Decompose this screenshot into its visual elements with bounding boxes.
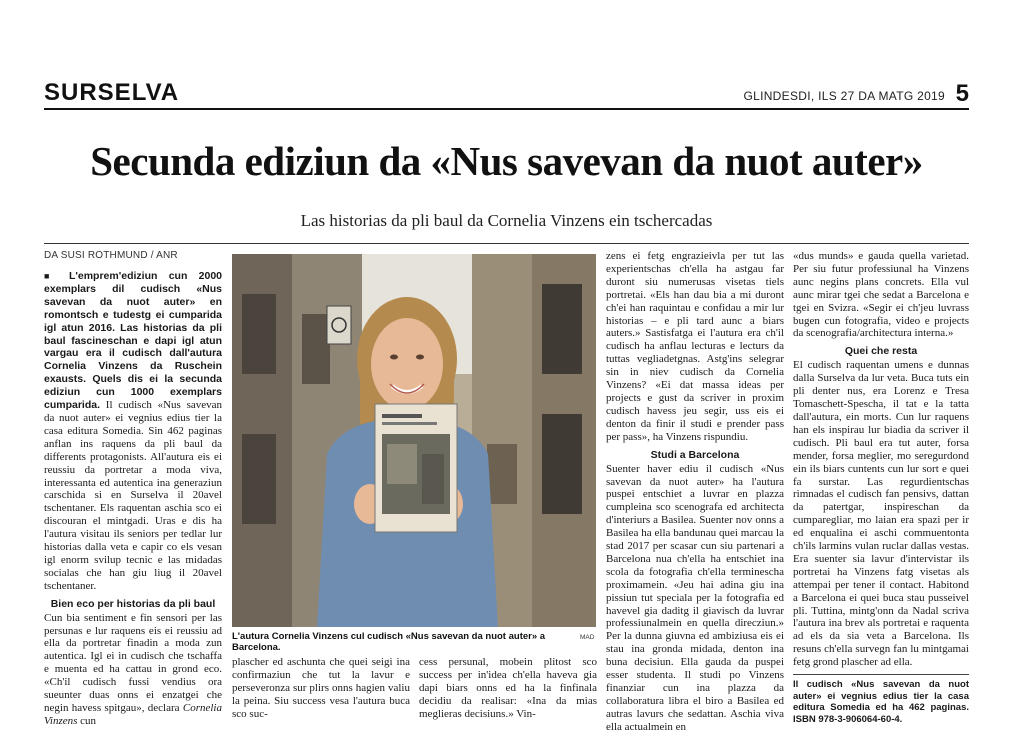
column-3 — [606, 250, 784, 734]
body-paragraph-7: «dus munds» e gauda quella varietad. Per siu futur professiunal ha Vinzens aunc negins plans concrets. Ella vul aunc mirar tgei che sedat a Barcelona e tgei en Svizra. «Segir ei ch'jeu luvrass bugen cun fotografia, video e projects da scenografia/architectura interna.» — [793, 250, 969, 340]
body-paragraph-3: plascher ed aschunta che quei seigi ina confirmaziun che tut la lavur e perseveronza sur plirs onns hagien valiu la peina. Siu success vesa l'autura buca sco suc- — [232, 656, 410, 720]
column-1 — [44, 270, 222, 730]
dateline: GLINDESDI, ILS 27 DA MATG 2019 — [743, 89, 945, 103]
photo-caption: L'autura Cornelia Vinzens cul cudisch «Nus savevan da nuot auter» a Barcelona. — [232, 631, 546, 653]
crosshead-barcelona: Studi a Barcelona — [650, 448, 740, 461]
byline-rule — [44, 243, 969, 244]
crosshead-resta: Quei che resta — [844, 345, 918, 358]
lead-marker: ■ — [44, 271, 58, 281]
page-number: 5 — [955, 80, 969, 107]
body-paragraph-8: El cudisch raquentan umens e dunnas dalla Surselva da lur veta. Buca tuts ein pli denter nus, era Lorenz e Tresa Tomaschett-Spescha, il tat e la tatta dall'autura, ein morts. Cun lur raquens han els inspirau lur biadia da scriver il cudisch. Pli baul era tut auter, forsa mender, forsa meglier, mo seregurdond ein ils biars cuntents cun lur sort e quei fa surstar. Las regurdientschas rimnadas el cudisch fan pensivs, dattan da patertgar, inspireschan da cumparegliar, mo laian era spazi per ir ed enqualina ei aschi commuentonta ch'ils larmins vulan ruclar dallas vestas. Era suenter sia lavur d'intervistar ils portretai ha Vinzens fatg visetas als attempai per tener il contact. Habitond a Barcelona ei quei buca stau pusseivel pli. Tuttina, mintg'onn da Nadal scriva l'autura ina brev als portretai e raquenta ad els da sia veta a Barcelona. Ils resuns ch'ella survegn fan lu mintgamai fetg grond plascher ad ella. — [793, 359, 969, 669]
masthead-rule — [44, 108, 969, 110]
crosshead-eco: Bien eco per historias da pli baul — [50, 597, 216, 610]
info-rule — [793, 674, 969, 675]
column-3-bottom — [419, 656, 597, 721]
byline: DA SUSI ROTHMUND / ANR — [44, 250, 178, 261]
photo-illustration — [232, 254, 596, 627]
body-paragraph-2: Cun bia sentiment e fin sensori per las persunas e lur raquens eis ei reussiu ad ella da portretar finadin a moda zun autentica. Igl ei in cudisch che tschaffa e muenta ed ha cattau in grond eco. «Ch'il cudisch fussi vendius ora sueunter duas onns ei enzatgei che negin havess spitgau», declara — [44, 611, 222, 714]
body-paragraph-1: Il cudisch «Nus savevan da nuot auter» ei vegnius edius tier la casa editura Somedia. Sin 462 paginas anflan ins raquens da pli baul da differents protagonists. All'autura eis ei reussiu da portretar a moda viva, interessanta ed autentica ina generaziun carschida si en Surselva il 20avel tschentaner. Els raquentan aschia sco ei discouran el mintgadi. Uras e dis ha l'autura visitau ils seniors per tedlar lur historias dalla veta e capir co els vesan igl enorm svilup tecnic e las midadas socialas che han giu liug il 20avel tschentaner. — [44, 399, 222, 592]
body-paragraph-4: cess persunal, mobein plitost sco success per in'idea ch'ella haveva gia dapi biars onns ed ha la finfinala decidiu da realisar: «Ina da mias meglieras decisiuns.» Vin- — [419, 656, 597, 720]
article-photo — [232, 254, 596, 627]
column-2-bottom — [232, 656, 410, 721]
body-paragraph-2-end: cun — [77, 714, 97, 727]
book-info-box: Il cudisch «Nus savevan da nuot auter» ei vegnius edius tier la casa editura Somedia ed ha 462 paginas. ISBN 978-3-906064-60-4. — [793, 679, 969, 725]
headline: Secunda ediziun da «Nus savevan da nuot auter» — [90, 138, 923, 184]
photo-credit: MAD — [580, 634, 595, 641]
author-name: Cornelia Vinzens — [44, 702, 222, 727]
body-paragraph-5: zens ei fetg engrazieivla per tut las experientschas ch'ella ha astgau far duront siu numerusas visetas tiels portretai. «Els han dau bia a mi duront ch'ei han raquintau e confidau a mir lur historias – e pli tard aunc a biars auters.» Sastisfatga ei l'autura era ch'il cudisch ha anflau lecturas e lecturs da tuttas vegliadetgnas. Astg'ins selegrar sin in niev cudisch da Cornelia Vinzens? «Ei dat massa ideas per projects e gust da scriver in proxim cudisch havess jeu segir, uss eis ei denton da finir il studi e prender pass per pass», ha Vinzens rispundiu. — [606, 250, 784, 443]
subheadline: Las historias da pli baul da Cornelia Vinzens ein tschercadas — [300, 211, 713, 230]
lead-paragraph: L'emprem'ediziun cun 2000 exemplars dil cudisch «Nus savevan da nuot auter» en romontsch e tudestg ei cumparida igl atun 2016. Las historias da pli baul fascineschan e dapi igl atun vargau era il cudisch dall'autura Cornelia Vinzens da Ruschein exausts. Quels dis ei la secunda ediziun cun 1000 exemplars cumparida. — [44, 270, 223, 412]
section-title: SURSELVA — [44, 79, 180, 106]
column-5 — [793, 250, 969, 725]
body-paragraph-6: Suenter haver ediu il cudisch «Nus savevan da nuot auter» ha l'autura puspei entschiet a luvrar en plazza cumpleina sco scenografa ed architecta d'interiurs a Basilea. Suenter nov onns a Basilea ha ella bandunau quei marcau la stad 2017 per scasar cun siu partenari a Barcelona nua ch'ella ha entschiet ina scola da fotografia ch'ella terminescha proximamein. «Jeu hai adina giu ina pissiun tut speciala per la fotografia ed havevel gia daditg il giavisch da luvrar professiunalmein en quella direcziun.» Per la dunna giuvna ed ambiziusa eis ei stau ina gronda midada, denton ina buna decisiun. Ella gauda da puspei esser studenta. Il studi po Vinzens finanziar cun ina plazza da collaboratura libra el biro a Basilea ed autras lavurs che sedattan. Aschia viva ella actualmein en — [606, 462, 784, 733]
